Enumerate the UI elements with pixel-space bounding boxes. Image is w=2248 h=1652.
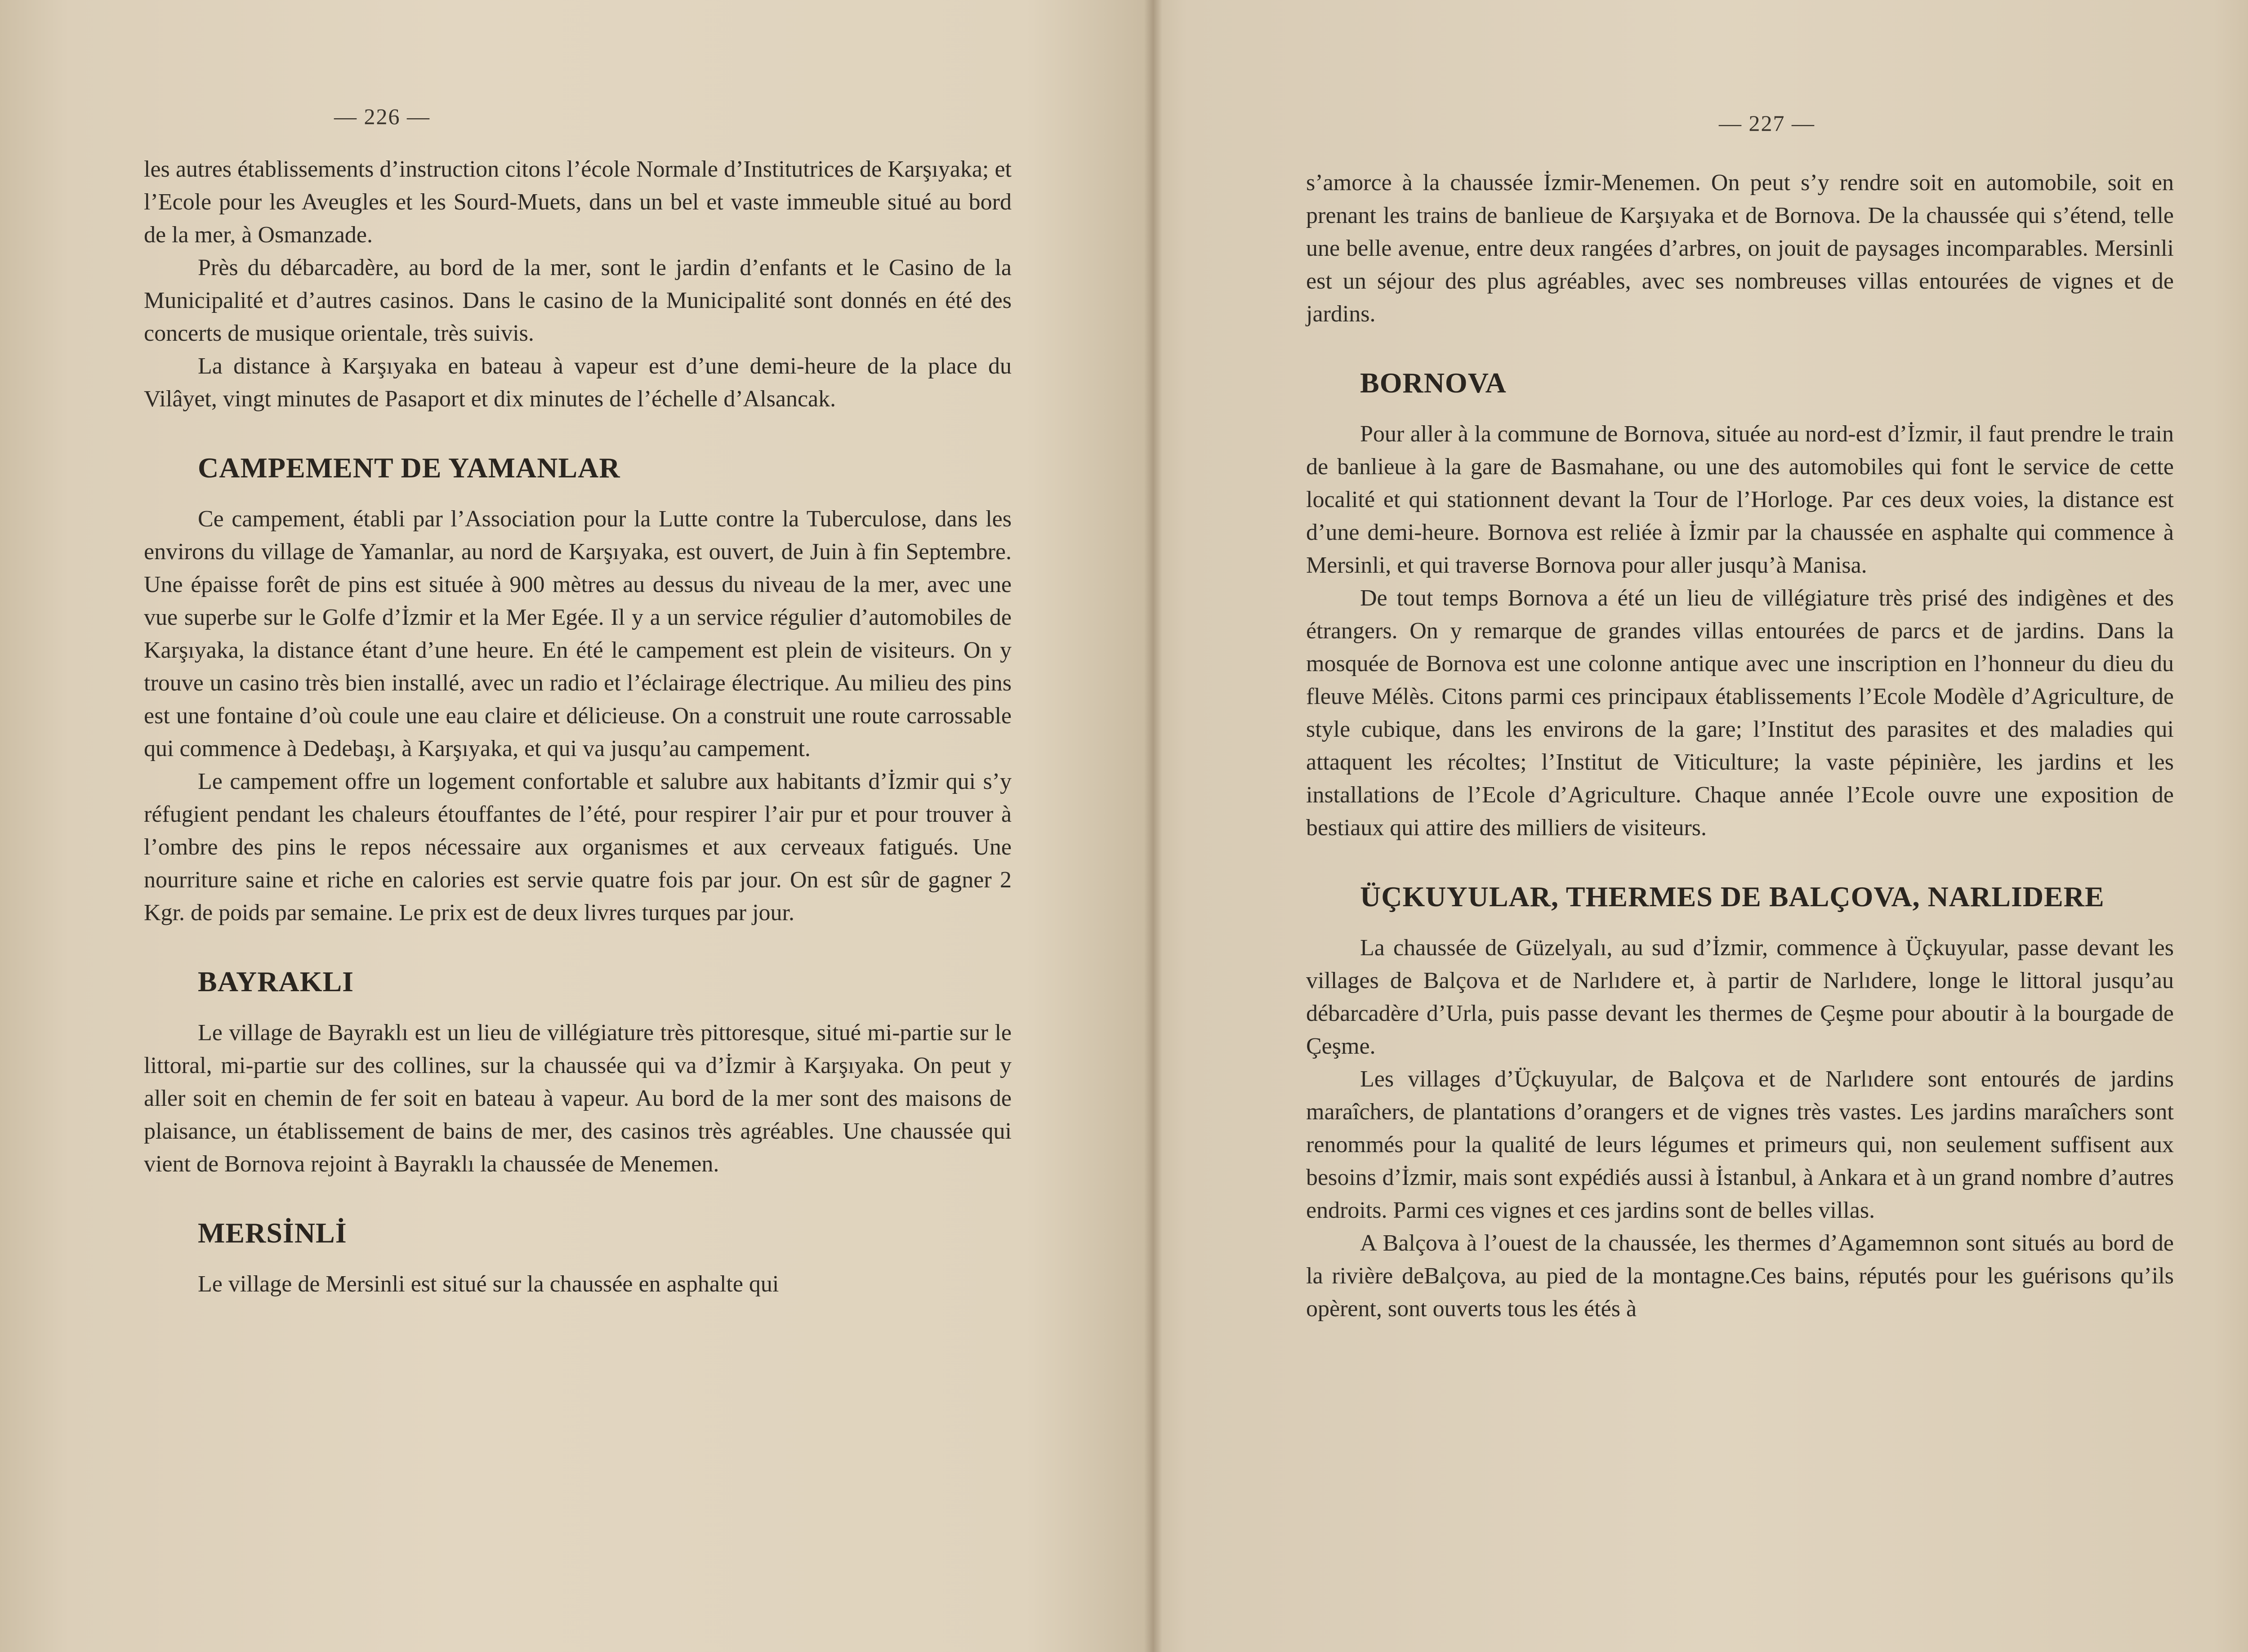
page-number: — 226 —	[334, 104, 430, 129]
paragraph: Ce campement, établi par l’Association pour la Lutte contre la Tuberculose, dans les environs du village de Yamanlar, au nord de Karşıyaka, est ouvert, de Juin à fin Septembre. Une épaisse forêt de pins est située à 900 mètres au dessus du niveau de la mer, avec une vue superbe sur le Golfe d’İzmir et la Mer Egée. Il y a un service régulier d’automobiles de Karşıyaka, la distance étant d’une heure. En été le campement est plein de visiteurs. On y trouve un casino très bien installé, avec un radio et l’éclairage électrique. Au milieu des pins est une fontaine d’où coule une eau claire et délicieuse. On a construit une route carrossable qui commence à Dedebaşı, à Karşıyaka, et qui va jusqu’au campement.	[144, 506, 1012, 761]
paragraph: Les villages d’Üçkuyular, de Balçova et de Narlıdere sont entourés de jardins maraîchers, de plantations d’orangers et de vignes très vastes. Les jardins maraîchers sont renommés pour la qualité de leurs légumes et primeurs qui, non seulement suffisent aux besoins d’İzmir, mais sont expédiés aussi à İstanbul, à Ankara et à un grand nombre d’autres endroits. Parmi ces vignes et ces jardins sont de belles villas.	[1306, 1066, 2174, 1223]
paragraph: s’amorce à la chaussée İzmir-Menemen. On peut s’y rendre soit en automobile, soit en prenant les trains de banlieue de Karşıyaka et de Bornova. De la chaussée qui s’étend, telle une belle avenue, entre deux rangées d’arbres, on jouit de paysages incomparables. Mersinli est un séjour des plus agréables, avec ses nombreuses villas entourées de vignes et de jardins.	[1306, 170, 2174, 327]
paragraph: Le village de Bayraklı est un lieu de villégiature très pittoresque, situé mi-partie sur le littoral, mi-partie sur des collines, sur la chaussée qui va d’İzmir à Karşıyaka. On peut y aller soit en chemin de fer soit en bateau à vapeur. Au bord de la mer sont des maisons de plaisance, un établissement de bains de mer, des casinos très agréables. Une chaussée qui vient de Bornova rejoint à Bayraklı la chaussée de Menemen.	[144, 1020, 1012, 1177]
paragraph: Pour aller à la commune de Bornova, située au nord-est d’İzmir, il faut prendre le train de banlieue à la gare de Basmahane, ou une des automobiles qui font le service de cette localité et qui stationnent devant la Tour de l’Horloge. Par ces deux voies, la distance est d’une demi-heure. Bornova est reliée à İzmir par la chaussée en asphalte qui commence à Mersinli, et qui traverse Bornova pour aller jusqu’à Manisa.	[1306, 421, 2174, 578]
paragraph: les autres établissements d’instruction citons l’école Normale d’Institutrices de Karşıyaka; et l’Ecole pour les Aveugles et les Sourd-Muets, dans un bel et vaste immeuble situé au bord de la mer, à Osmanzade.	[144, 156, 1012, 248]
paragraph: Près du débarcadère, au bord de la mer, sont le jardin d’enfants et le Casino de la Municipalité et d’autres casinos. Dans le casino de la Municipalité sont donnés en été des concerts de musique orientale, très suivis.	[144, 255, 1012, 346]
book-fold	[1144, 0, 1162, 1652]
paragraph: De tout temps Bornova a été un lieu de villégiature très prisé des indigènes et des étrangers. On y remarque de grandes villas entourées de parcs et de jardins. Dans la mosquée de Bornova est une colonne antique avec une inscription en l’honneur du dieu du fleuve Mélès. Citons parmi ces principaux établissements l’Ecole Modèle d’Agriculture, de style cubique, dans les environs de la gare; l’Institut des parasites et des maladies qui attaquent les récoltes; l’Institut de Viticulture; la vaste pépinière, les jardins et les installations de l’Ecole d’Agriculture. Chaque année l’Ecole ouvre une exposition de bestiaux qui attire des milliers de visiteurs.	[1306, 585, 2174, 841]
section-heading: BORNOVA	[1360, 367, 1507, 399]
section-heading: ÜÇKUYULAR, THERMES DE BALÇOVA, NARLIDERE	[1360, 881, 2105, 913]
paragraph: A Balçova à l’ouest de la chaussée, les thermes d’Agamemnon sont situés au bord de la rivière deBalçova, au pied de la montagne.Ces bains, réputés pour les guérisons qu’ils opèrent, sont ouverts tous les étés à	[1306, 1230, 2174, 1322]
paragraph: La distance à Karşıyaka en bateau à vapeur est d’une demi-heure de la place du Vilâyet, vingt minutes de Pasaport et dix minutes de l’échelle d’Alsancak.	[144, 353, 1012, 412]
paragraph: Le campement offre un logement confortable et salubre aux habitants d’İzmir qui s’y réfugient pendant les chaleurs étouffantes de l’été, pour respirer l’air pur et pour trouver à l’ombre des pins le repos nécessaire aux organismes et aux cerveaux fatigués. Une nourriture saine et riche en calories est servie quatre fois par jour. On est sûr de gagner 2 Kgr. de poids par semaine. Le prix est de deux livres turques par jour.	[144, 769, 1012, 926]
page-left	[144, 0, 1012, 1652]
page-body	[144, 153, 1012, 1300]
page-number: — 227 —	[1719, 111, 1815, 136]
page-right	[1306, 0, 2174, 1652]
page-body	[1306, 166, 2174, 1325]
paragraph: Le village de Mersinli est situé sur la chaussée en asphalte qui	[198, 1271, 779, 1297]
section-heading: CAMPEMENT DE YAMANLAR	[198, 452, 620, 484]
section-heading: BAYRAKLI	[198, 966, 354, 997]
paragraph: La chaussée de Güzelyalı, au sud d’İzmir, commence à Üçkuyular, passe devant les villages de Balçova et de Narlıdere et, à partir de Narlıdere, longe le littoral jusqu’au débarcadère d’Urla, puis passe devant les thermes de Çeşme pour aboutir à la bourgade de Çeşme.	[1306, 935, 2174, 1059]
section-heading: MERSİNLİ	[198, 1217, 347, 1249]
